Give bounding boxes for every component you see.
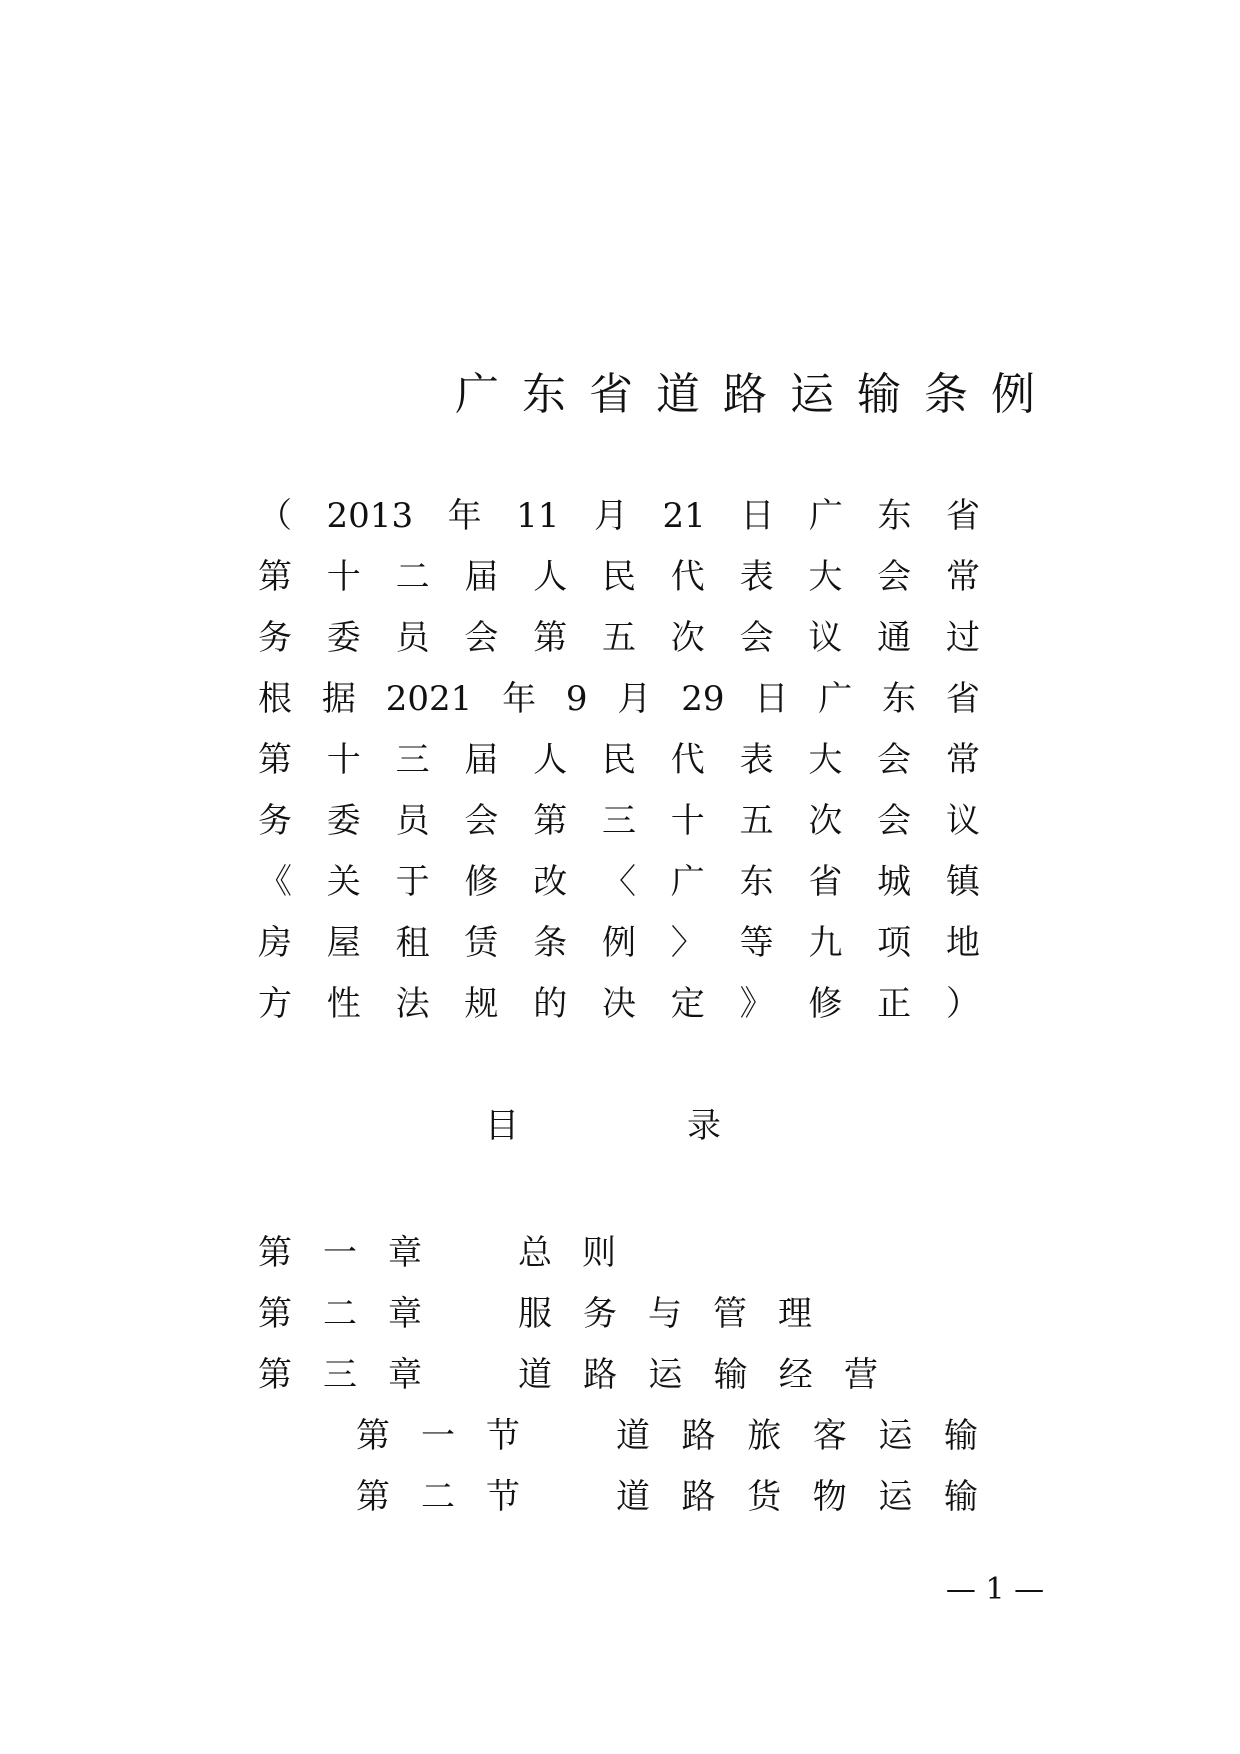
toc-item-section-1 <box>356 1406 978 1467</box>
toc-item-label: 第 二 章 <box>258 1294 422 1334</box>
toc-item-text: 道 路 运 输 经 营 <box>518 1355 878 1395</box>
adoption-note <box>258 486 980 1035</box>
toc-item-label: 第 一 章 <box>258 1233 422 1273</box>
toc-item-label: 第 一 节 <box>356 1416 520 1456</box>
adoption-note-line: 第 十 二 届 人 民 代 表 大 会 常 <box>258 557 980 597</box>
toc-item-label: 第 二 节 <box>356 1477 520 1517</box>
toc-item-text: 道 路 货 物 运 输 <box>616 1477 978 1517</box>
toc-item-text: 服 务 与 管 理 <box>518 1294 812 1334</box>
adoption-note-line: 务 委 员 会 第 三 十 五 次 会 议 <box>258 801 980 841</box>
toc-item-text: 总 则 <box>518 1233 616 1273</box>
adoption-note-line: 务 委 员 会 第 五 次 会 议 通 过 <box>258 618 980 658</box>
toc-item-label: 第 三 章 <box>258 1355 422 1395</box>
document-title: 广 东 省 道 路 运 输 条 例 <box>455 369 1035 420</box>
adoption-note-line: 根 据 2021 年 9 月 29 日 广 东 省 <box>258 679 980 719</box>
toc-heading: 目 录 <box>485 1106 721 1146</box>
adoption-note-line: 房 屋 租 赁 条 例 〉 等 九 项 地 <box>258 923 980 963</box>
adoption-note-line: （ 2013 年 11 月 21 日 广 东 省 <box>258 496 980 536</box>
adoption-note-line: 方 性 法 规 的 决 定 》 修 正 ） <box>258 984 980 1024</box>
adoption-note-line: 《 关 于 修 改 〈 广 东 省 城 镇 <box>258 862 980 902</box>
toc-item-chapter-1 <box>258 1223 616 1284</box>
toc-item-chapter-2 <box>258 1284 812 1345</box>
page-number: — 1 — <box>945 1572 1045 1607</box>
toc-item-chapter-3 <box>258 1345 878 1406</box>
adoption-note-line: 第 十 三 届 人 民 代 表 大 会 常 <box>258 740 980 780</box>
toc-item-section-2 <box>356 1467 978 1528</box>
toc-item-text: 道 路 旅 客 运 输 <box>616 1416 978 1456</box>
